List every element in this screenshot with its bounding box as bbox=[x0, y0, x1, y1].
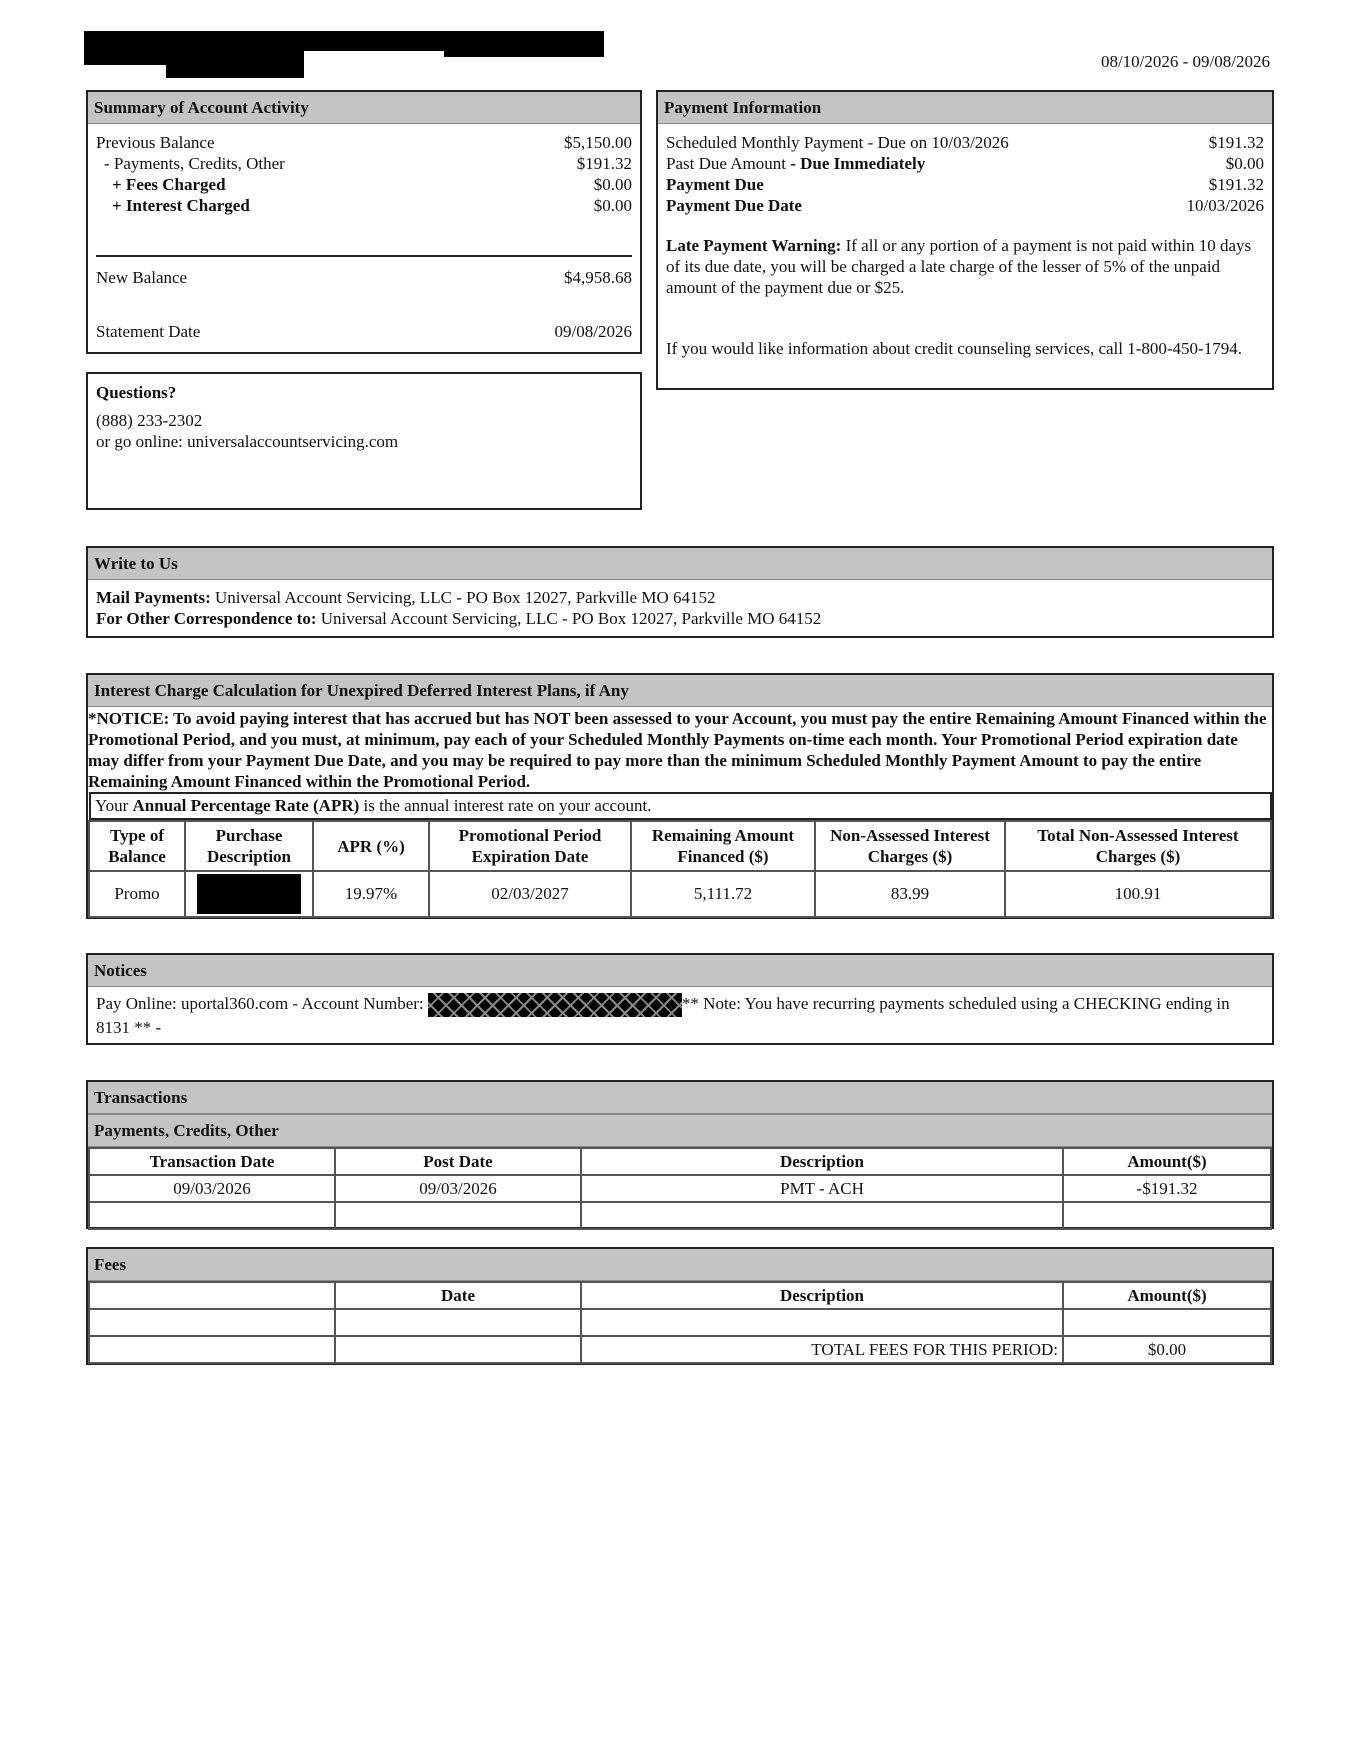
header-purchase-description: Purchase Description bbox=[185, 821, 313, 871]
questions-title: Questions? bbox=[96, 383, 177, 402]
summary-title: Summary of Account Activity bbox=[88, 92, 640, 124]
interest-calc-header-row bbox=[89, 821, 1271, 871]
credit-counseling-text: If you would like information about credit counseling services, call 1-800-450-1794. bbox=[666, 339, 1242, 358]
transactions-title: Transactions bbox=[88, 1082, 1272, 1114]
cell-empty bbox=[89, 1309, 335, 1336]
cell-purchase-description bbox=[185, 871, 313, 917]
table-row bbox=[89, 1202, 1271, 1229]
late-warning-text: If all or any portion of a payment is not paid within 10 days of its due date, you will be charged a late charge of the lesser of 5% of the unpaid amount of the payment due or $25. bbox=[666, 236, 1252, 297]
cell-empty bbox=[335, 1336, 581, 1363]
statement-date-value: 09/08/2026 bbox=[554, 322, 632, 341]
other-correspondence-line bbox=[96, 608, 1264, 629]
notices-prefix: Pay Online: uportal360.com - Account Number: bbox=[96, 994, 428, 1013]
payment-info-title: Payment Information bbox=[658, 92, 1272, 124]
redacted-header-line-4 bbox=[444, 31, 604, 57]
cell-empty bbox=[581, 1309, 1063, 1336]
other-correspondence-address: Universal Account Servicing, LLC - PO Box 12027, Parkville MO 64152 bbox=[316, 609, 822, 628]
summary-fees-row bbox=[96, 174, 632, 195]
previous-balance-label: Previous Balance bbox=[96, 133, 215, 152]
mail-payments-address: Universal Account Servicing, LLC - PO Box 12027, Parkville MO 64152 bbox=[210, 588, 716, 607]
fees-value: $0.00 bbox=[593, 175, 632, 194]
cell-empty bbox=[89, 1336, 335, 1363]
cell-empty bbox=[581, 1202, 1063, 1229]
notices-title: Notices bbox=[88, 955, 1272, 987]
mail-payments-line bbox=[96, 587, 1264, 608]
header-amount: Amount($) bbox=[1063, 1282, 1271, 1309]
cell-empty bbox=[1063, 1309, 1271, 1336]
cell-empty bbox=[335, 1202, 581, 1229]
redacted-purchase-description bbox=[197, 874, 301, 914]
questions-online: or go online: universalaccountservicing.com bbox=[96, 432, 399, 451]
apr-explanation bbox=[89, 792, 1272, 820]
interest-notice: *NOTICE: To avoid paying interest that has accrued but has NOT been assessed to your Account, you must pay the entire Remaining Amount Financed within the Promotional Period, and you must, at minimum, pay each of your Scheduled Monthly Payments on-time each month. Your Promotional Period expiration date may differ from your Payment Due Date, and you may be required to pay more than the minimum Scheduled Monthly Payment Amount to pay the entire Remaining Amount Financed within the Promotional Period. bbox=[88, 709, 1267, 791]
cell-non-assessed: 83.99 bbox=[815, 871, 1005, 917]
payments-label: - Payments, Credits, Other bbox=[104, 154, 285, 173]
total-fees-value: $0.00 bbox=[1063, 1336, 1271, 1363]
cell-transaction-date: 09/03/2026 bbox=[89, 1175, 335, 1202]
statement-period: 08/10/2026 - 09/08/2026 bbox=[1100, 52, 1270, 71]
header-date: Date bbox=[335, 1282, 581, 1309]
cell-apr: 19.97% bbox=[313, 871, 429, 917]
interest-label: + Interest Charged bbox=[112, 196, 250, 215]
past-due-label: Past Due Amount bbox=[666, 154, 786, 173]
interest-calc-panel bbox=[86, 673, 1274, 919]
scheduled-payment-label: Scheduled Monthly Payment - Due on 10/03/2026 bbox=[666, 133, 1009, 152]
fees-header-row bbox=[89, 1282, 1271, 1309]
payment-due-value: $191.32 bbox=[1208, 175, 1264, 194]
cell-expiration: 02/03/2027 bbox=[429, 871, 631, 917]
interest-value: $0.00 bbox=[593, 196, 632, 215]
header-post-date: Post Date bbox=[335, 1148, 581, 1175]
table-row bbox=[89, 1175, 1271, 1202]
payment-info-panel bbox=[656, 90, 1274, 390]
transactions-panel bbox=[86, 1080, 1274, 1229]
past-due-row bbox=[666, 153, 1264, 174]
transactions-table bbox=[88, 1147, 1272, 1230]
redacted-account-number bbox=[428, 993, 682, 1017]
past-due-suffix: - Due Immediately bbox=[785, 154, 926, 173]
header-non-assessed-interest: Non-Assessed Interest Charges ($) bbox=[815, 821, 1005, 871]
cell-type: Promo bbox=[89, 871, 185, 917]
transactions-subtitle: Payments, Credits, Other bbox=[88, 1114, 1272, 1147]
summary-divider bbox=[96, 255, 632, 257]
fees-total-row bbox=[89, 1336, 1271, 1363]
header-apr: APR (%) bbox=[313, 821, 429, 871]
questions-panel bbox=[86, 372, 642, 510]
fees-title: Fees bbox=[88, 1249, 1272, 1281]
payment-due-date-label: Payment Due Date bbox=[666, 196, 802, 215]
header-transaction-date: Transaction Date bbox=[89, 1148, 335, 1175]
summary-panel bbox=[86, 90, 642, 354]
new-balance-value: $4,958.68 bbox=[564, 268, 632, 287]
write-to-us-panel bbox=[86, 546, 1274, 638]
apr-suffix: is the annual interest rate on your account. bbox=[359, 796, 652, 815]
header-remaining-amount: Remaining Amount Financed ($) bbox=[631, 821, 815, 871]
header-description: Description bbox=[581, 1148, 1063, 1175]
payment-due-date-row bbox=[666, 195, 1264, 216]
apr-prefix: Your bbox=[95, 796, 133, 815]
summary-payments-row bbox=[96, 153, 632, 174]
fees-panel bbox=[86, 1247, 1274, 1365]
cell-empty bbox=[335, 1309, 581, 1336]
cell-post-date: 09/03/2026 bbox=[335, 1175, 581, 1202]
payment-due-date-value: 10/03/2026 bbox=[1186, 196, 1264, 215]
header-blank bbox=[89, 1282, 335, 1309]
table-row bbox=[89, 1309, 1271, 1336]
scheduled-payment-value: $191.32 bbox=[1208, 133, 1264, 152]
previous-balance-value: $5,150.00 bbox=[564, 133, 632, 152]
interest-calc-table bbox=[88, 820, 1272, 918]
questions-phone: (888) 233-2302 bbox=[96, 411, 203, 430]
redacted-header-line-3 bbox=[166, 60, 304, 78]
other-correspondence-label: For Other Correspondence to: bbox=[96, 609, 317, 628]
statement-date-label: Statement Date bbox=[96, 322, 201, 341]
fees-table bbox=[88, 1281, 1272, 1364]
late-warning-label: Late Payment Warning: bbox=[666, 236, 842, 255]
mail-payments-label: Mail Payments: bbox=[96, 588, 211, 607]
new-balance-label: New Balance bbox=[96, 268, 188, 287]
write-to-us-title: Write to Us bbox=[88, 548, 1272, 580]
table-row bbox=[89, 871, 1271, 917]
cell-total-non-assessed: 100.91 bbox=[1005, 871, 1271, 917]
cell-amount: -$191.32 bbox=[1063, 1175, 1271, 1202]
payments-value: $191.32 bbox=[576, 154, 632, 173]
header-promo-expiration: Promotional Period Expiration Date bbox=[429, 821, 631, 871]
cell-description: PMT - ACH bbox=[581, 1175, 1063, 1202]
fees-label: + Fees Charged bbox=[112, 175, 226, 194]
header-type-of-balance: Type of Balance bbox=[89, 821, 185, 871]
apr-bold: Annual Percentage Rate (APR) bbox=[132, 796, 360, 815]
summary-previous-balance-row bbox=[96, 132, 632, 153]
notices-text bbox=[88, 987, 1272, 1038]
transactions-header-row bbox=[89, 1148, 1271, 1175]
header-description: Description bbox=[581, 1282, 1063, 1309]
notices-panel bbox=[86, 953, 1274, 1045]
summary-statement-date-row bbox=[96, 321, 632, 342]
scheduled-payment-row bbox=[666, 132, 1264, 153]
total-fees-label: TOTAL FEES FOR THIS PERIOD: bbox=[581, 1336, 1063, 1363]
late-payment-warning bbox=[666, 235, 1264, 298]
summary-new-balance-row bbox=[96, 267, 632, 288]
header-amount: Amount($) bbox=[1063, 1148, 1271, 1175]
notices-suffix: ** Note: You have recurring payments scheduled using a CHECKING ending in 8131 ** - bbox=[96, 994, 1230, 1038]
cell-remaining: 5,111.72 bbox=[631, 871, 815, 917]
payment-due-row bbox=[666, 174, 1264, 195]
summary-interest-row bbox=[96, 195, 632, 216]
cell-empty bbox=[1063, 1202, 1271, 1229]
header-total-non-assessed-interest: Total Non-Assessed Interest Charges ($) bbox=[1005, 821, 1271, 871]
cell-empty bbox=[89, 1202, 335, 1229]
interest-calc-title: Interest Charge Calculation for Unexpired Deferred Interest Plans, if Any bbox=[88, 675, 1272, 707]
payment-due-label: Payment Due bbox=[666, 175, 764, 194]
past-due-value: $0.00 bbox=[1225, 154, 1264, 173]
